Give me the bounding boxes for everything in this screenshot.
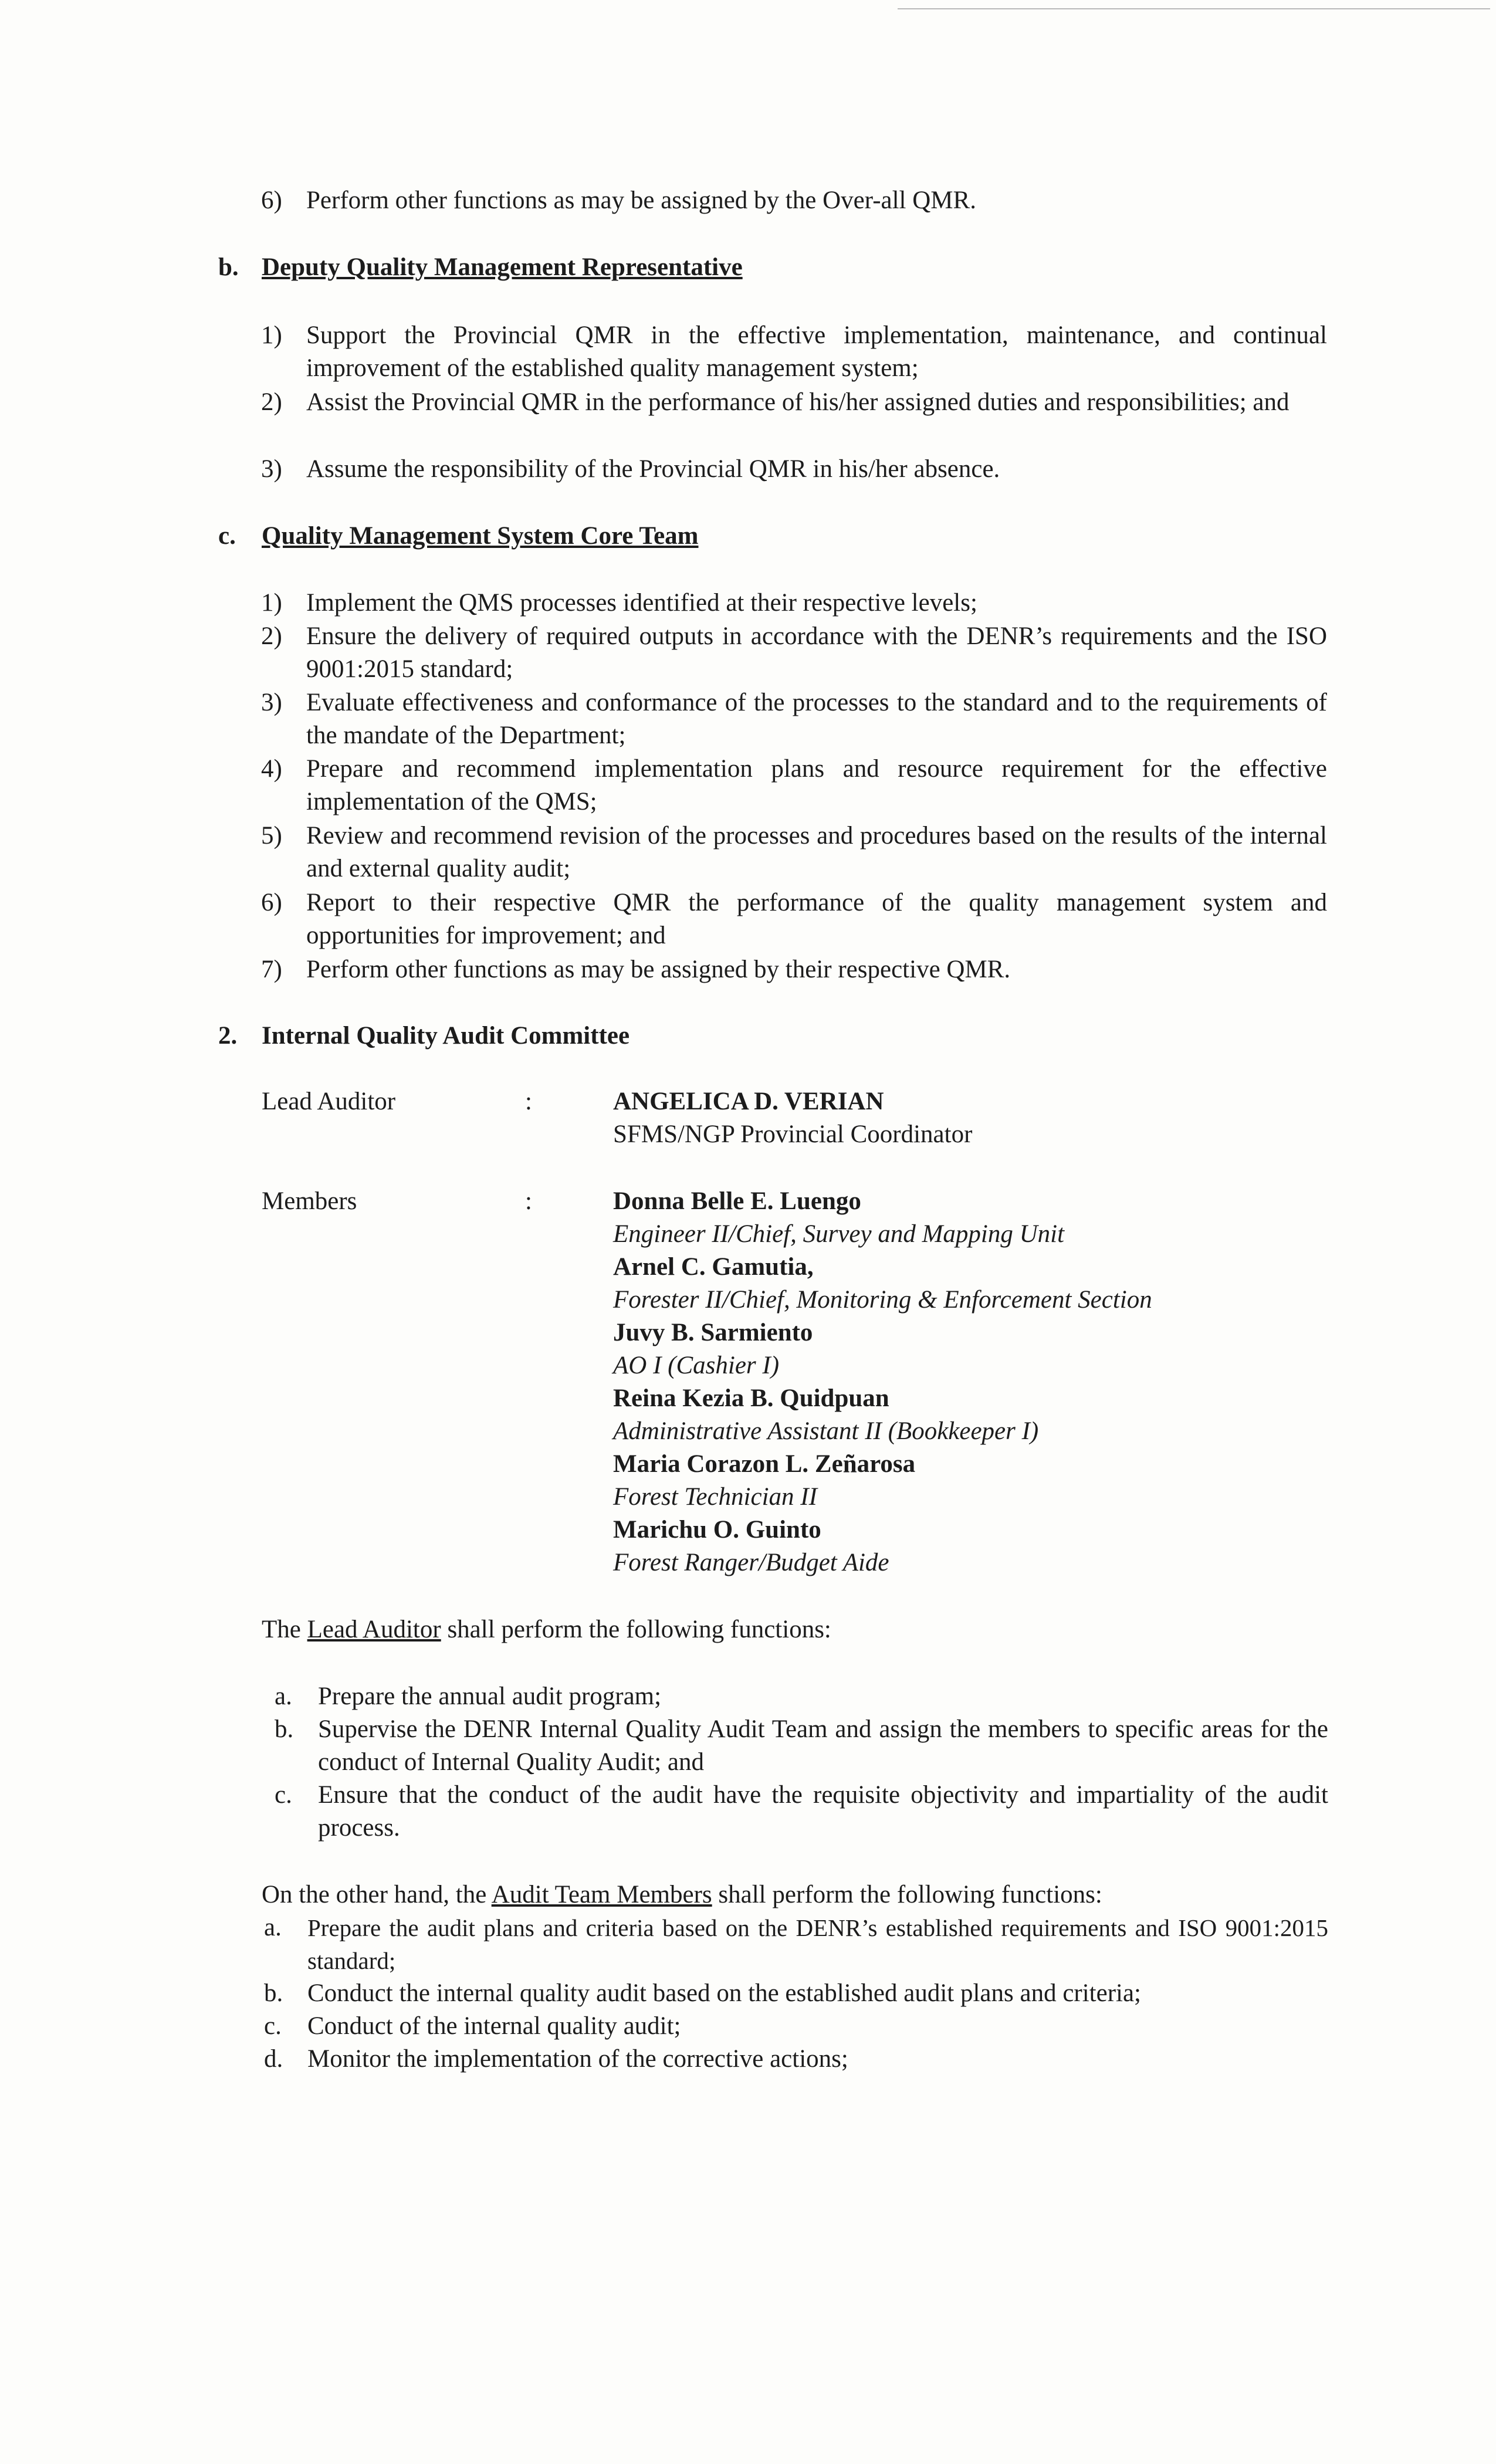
- list-item: Assume the responsibility of the Provincial QMR in his/her absence.: [306, 455, 1000, 483]
- lead-auditor-position: SFMS/NGP Provincial Coordinator: [613, 1121, 973, 1148]
- list-number: 2): [261, 388, 282, 416]
- list-number: 6): [261, 889, 282, 916]
- section-letter: b.: [218, 253, 239, 281]
- member-name: Arnel C. Gamutia,: [613, 1253, 814, 1281]
- list-number: 1): [261, 589, 282, 617]
- member-position: Forest Ranger/Budget Aide: [613, 1549, 889, 1576]
- list-item: Review and recommend revision of the processes and procedures based on the results of the internal and external quality audit;: [306, 822, 1327, 882]
- list-item: Perform other functions as may be assigned by their respective QMR.: [306, 956, 1011, 983]
- member-name: Reina Kezia B. Quidpuan: [613, 1385, 889, 1412]
- list-item: Implement the QMS processes identified at their respective levels;: [306, 589, 977, 617]
- list-item: Prepare and recommend implementation plans and resource requirement for the effective implementation of the QMS;: [306, 755, 1327, 815]
- list-number: 2): [261, 622, 282, 650]
- list-number: 7): [261, 956, 282, 983]
- list-letter: c.: [275, 1781, 292, 1809]
- lead-auditor-label: Lead Auditor: [262, 1088, 396, 1115]
- lead-auditor-term: Lead Auditor: [307, 1616, 441, 1643]
- list-number: 5): [261, 822, 282, 849]
- list-item: Ensure that the conduct of the audit have the requisite objectivity and impartiality of the audit process.: [318, 1781, 1328, 1842]
- list-item: Conduct of the internal quality audit;: [307, 2012, 681, 2040]
- colon-separator: :: [525, 1088, 532, 1115]
- member-position: Forester II/Chief, Monitoring & Enforcement Section: [613, 1286, 1152, 1314]
- list-item: Monitor the implementation of the corrective actions;: [307, 2045, 848, 2073]
- list-item: Report to their respective QMR the performance of the quality management system and opportunities for improvement; and: [306, 889, 1327, 949]
- audit-team-members-term: Audit Team Members: [491, 1881, 712, 1908]
- section-title: Internal Quality Audit Committee: [262, 1022, 630, 1050]
- colon-separator: :: [525, 1187, 532, 1215]
- list-letter: b.: [264, 1979, 283, 2007]
- section-heading: Quality Management System Core Team: [262, 522, 699, 550]
- member-position: Administrative Assistant II (Bookkeeper I): [613, 1417, 1039, 1445]
- list-number: 3): [261, 689, 282, 716]
- member-name: Marichu O. Guinto: [613, 1516, 821, 1544]
- list-number: 4): [261, 755, 282, 783]
- members-label: Members: [262, 1187, 357, 1215]
- list-number: 3): [261, 455, 282, 483]
- list-letter: a.: [264, 1914, 282, 1941]
- member-position: AO I (Cashier I): [613, 1352, 780, 1379]
- lead-auditor-name: ANGELICA D. VERIAN: [613, 1088, 884, 1115]
- list-item: Supervise the DENR Internal Quality Audit Team and assign the members to specific areas for the conduct of Internal Quality Audit; and: [318, 1715, 1328, 1776]
- list-letter: b.: [275, 1715, 294, 1743]
- item-number: 6): [261, 187, 282, 214]
- lead-auditor-functions-intro: The Lead Auditor shall perform the following functions:: [262, 1616, 831, 1643]
- list-letter: d.: [264, 2045, 283, 2073]
- member-name: Donna Belle E. Luengo: [613, 1187, 861, 1215]
- section-number: 2.: [218, 1022, 238, 1050]
- top-border-line: [898, 8, 1490, 9]
- section-letter: c.: [218, 522, 236, 550]
- audit-team-functions-intro: On the other hand, the Audit Team Members shall perform the following functions:: [262, 1881, 1102, 1908]
- member-name: Juvy B. Sarmiento: [613, 1319, 813, 1346]
- list-item: Ensure the delivery of required outputs in accordance with the DENR’s requirements and the ISO 9001:2015 standard;: [306, 622, 1327, 683]
- list-item: Assist the Provincial QMR in the performance of his/her assigned duties and responsibilities; and: [306, 388, 1289, 416]
- member-position: Forest Technician II: [613, 1483, 817, 1511]
- section-heading: Deputy Quality Management Representative: [262, 253, 743, 281]
- member-position: Engineer II/Chief, Survey and Mapping Unit: [613, 1220, 1065, 1248]
- member-name: Maria Corazon L. Zeñarosa: [613, 1450, 916, 1478]
- list-item: Support the Provincial QMR in the effective implementation, maintenance, and continual improvement of the established quality management system;: [306, 321, 1327, 382]
- list-item: Conduct the internal quality audit based on the established audit plans and criteria;: [307, 1979, 1141, 2007]
- list-letter: a.: [275, 1683, 292, 1710]
- list-letter: c.: [264, 2012, 282, 2040]
- list-item: Prepare the audit plans and criteria based on the DENR’s established requirements and ISO 9001:2015 standard;: [307, 1914, 1328, 1974]
- list-item: Evaluate effectiveness and conformance of the processes to the standard and to the requirements of the mandate of the Department;: [306, 689, 1327, 749]
- item-text: Perform other functions as may be assigned by the Over-all QMR.: [306, 187, 976, 214]
- list-item: Prepare the annual audit program;: [318, 1683, 662, 1710]
- list-number: 1): [261, 321, 282, 349]
